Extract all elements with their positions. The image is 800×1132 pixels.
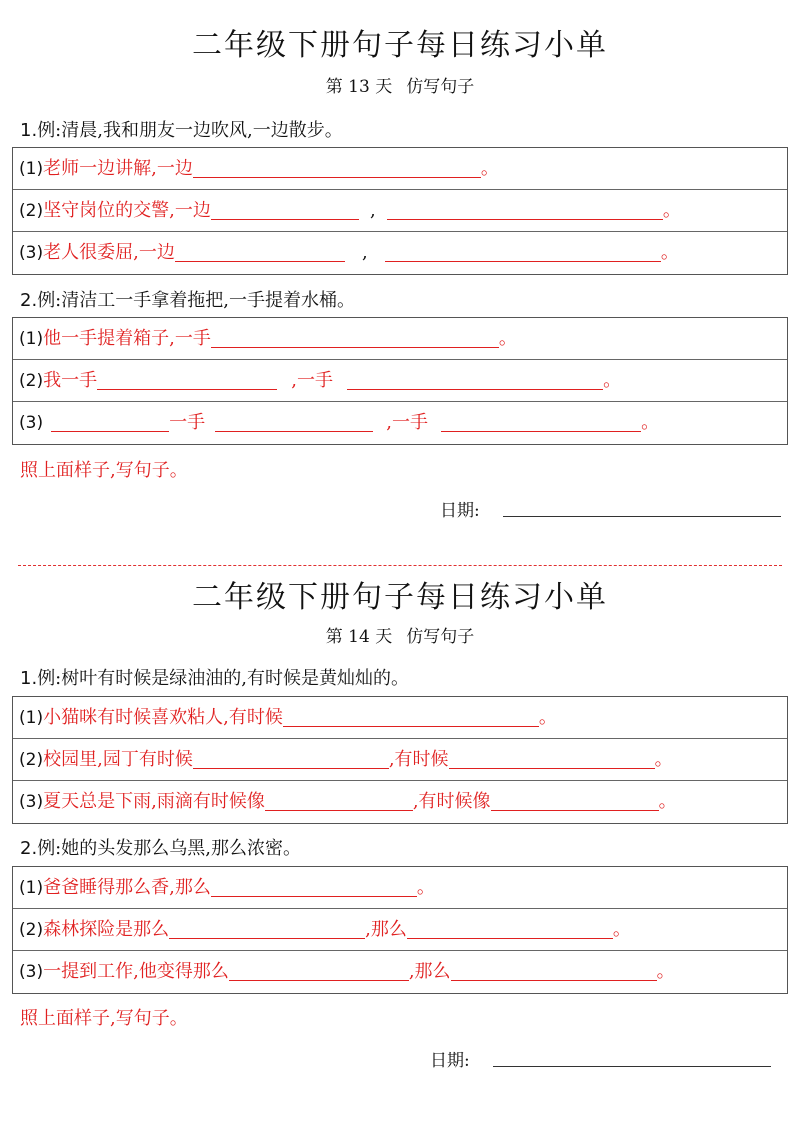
answer-row: (1)爸爸睡得那么香,那么 。 bbox=[13, 867, 787, 909]
answer-row: (2)坚守岗位的交警,一边 , 。 bbox=[13, 190, 787, 232]
answer-row: (1)小猫咪有时候喜欢粘人,有时候 。 bbox=[13, 697, 787, 739]
answer-blank[interactable] bbox=[385, 237, 661, 262]
date-label: 日期: bbox=[430, 1051, 470, 1071]
answer-blank[interactable] bbox=[451, 956, 657, 981]
date-label: 日期: bbox=[440, 501, 480, 521]
question-2-box bbox=[12, 317, 788, 445]
answer-row: (1)老师一边讲解,一边 。 bbox=[13, 148, 787, 190]
topic-label: 仿写句子 bbox=[406, 77, 475, 97]
answer-blank[interactable] bbox=[169, 914, 365, 939]
worksheet-day-13 bbox=[0, 0, 800, 560]
answer-row: (3) 一手 ,一手 。 bbox=[13, 402, 787, 444]
answer-row: (2)我一手 ,一手 。 bbox=[13, 360, 787, 402]
answer-blank[interactable] bbox=[215, 407, 373, 432]
answer-row: (2)森林探险是那么 ,那么 。 bbox=[13, 909, 787, 951]
topic-label: 仿写句子 bbox=[406, 627, 475, 647]
date-field[interactable] bbox=[493, 1066, 771, 1067]
answer-blank[interactable] bbox=[51, 407, 169, 432]
worksheet-title: 二年级下册句子每日练习小单 bbox=[192, 580, 608, 615]
answer-blank[interactable] bbox=[387, 195, 663, 220]
answer-row: (3)老人很委屈,一边 , 。 bbox=[13, 232, 787, 274]
answer-blank[interactable] bbox=[491, 786, 659, 811]
answer-row: (1)他一手提着箱子,一手 。 bbox=[13, 318, 787, 360]
question-1-box bbox=[12, 696, 788, 824]
worksheet-subtitle bbox=[0, 622, 800, 647]
answer-blank[interactable] bbox=[193, 744, 389, 769]
answer-blank[interactable] bbox=[97, 365, 277, 390]
question-1-example: 1.例:树叶有时候是绿油油的,有时候是黄灿灿的。 bbox=[20, 668, 409, 689]
answer-blank[interactable] bbox=[347, 365, 603, 390]
answer-row: (2)校园里,园丁有时候 ,有时候 。 bbox=[13, 739, 787, 781]
answer-row: (3)夏天总是下雨,雨滴有时候像 ,有时候像 。 bbox=[13, 781, 787, 823]
answer-blank[interactable] bbox=[175, 237, 345, 262]
answer-blank[interactable] bbox=[211, 323, 499, 348]
answer-blank[interactable] bbox=[407, 914, 613, 939]
answer-blank[interactable] bbox=[193, 153, 481, 178]
date-field[interactable] bbox=[503, 516, 781, 517]
answer-blank[interactable] bbox=[211, 195, 359, 220]
answer-blank[interactable] bbox=[211, 872, 417, 897]
question-2-example: 2.例:清洁工一手拿着拖把,一手提着水桶。 bbox=[20, 290, 355, 311]
answer-blank[interactable] bbox=[449, 744, 655, 769]
day-label: 第 14 天 bbox=[325, 627, 393, 647]
instruction-hint: 照上面样子,写句子。 bbox=[20, 460, 188, 481]
worksheet-day-14 bbox=[0, 560, 800, 1132]
worksheet-title: 二年级下册句子每日练习小单 bbox=[192, 28, 608, 63]
answer-blank[interactable] bbox=[441, 407, 641, 432]
day-label: 第 13 天 bbox=[325, 77, 393, 97]
answer-blank[interactable] bbox=[229, 956, 409, 981]
answer-blank[interactable] bbox=[283, 702, 539, 727]
answer-row: (3)一提到工作,他变得那么 ,那么 。 bbox=[13, 951, 787, 993]
question-1-box bbox=[12, 147, 788, 275]
instruction-hint: 照上面样子,写句子。 bbox=[20, 1008, 188, 1029]
worksheet-subtitle bbox=[0, 72, 800, 97]
question-2-example: 2.例:她的头发那么乌黑,那么浓密。 bbox=[20, 838, 301, 859]
question-2-box bbox=[12, 866, 788, 994]
answer-blank[interactable] bbox=[265, 786, 413, 811]
question-1-example: 1.例:清晨,我和朋友一边吹风,一边散步。 bbox=[20, 120, 343, 141]
